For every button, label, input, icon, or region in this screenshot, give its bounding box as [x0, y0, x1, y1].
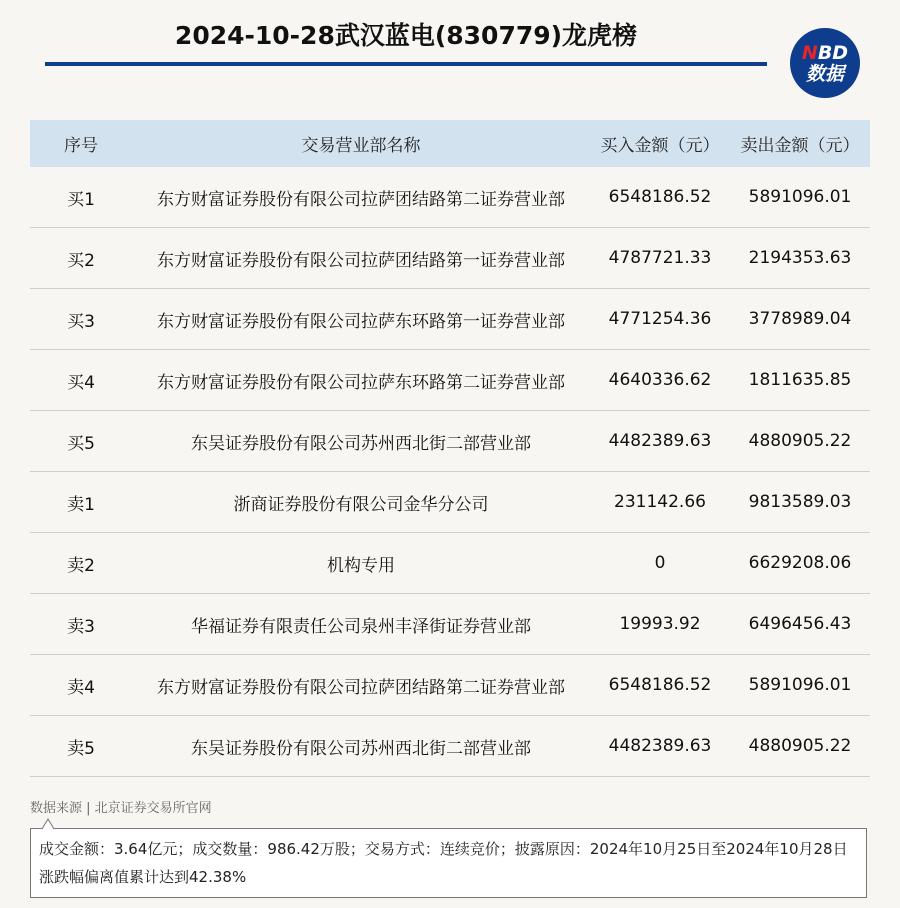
- column-header-branch-name: 交易营业部名称: [301, 136, 421, 156]
- row-branch-name: 华福证券有限责任公司泉州丰泽街证券营业部: [191, 616, 531, 637]
- row-buy-amount: 6548186.52: [608, 675, 712, 695]
- row-index: 卖3: [67, 616, 95, 637]
- row-branch-name: 东吴证券股份有限公司苏州西北街二部营业部: [191, 433, 531, 454]
- row-index: 卖1: [67, 494, 95, 515]
- row-sell-amount: 6629208.06: [748, 553, 852, 573]
- logo-letter-n: N: [801, 42, 818, 64]
- row-sell-amount: 3778989.04: [748, 309, 852, 329]
- row-branch-name: 东方财富证券股份有限公司拉萨东环路第二证券营业部: [157, 372, 565, 393]
- row-index: 卖4: [67, 677, 95, 698]
- row-index: 买5: [67, 433, 95, 454]
- row-branch-name: 东吴证券股份有限公司苏州西北街二部营业部: [191, 738, 531, 759]
- row-sell-amount: 9813589.03: [748, 492, 852, 512]
- table-row: [30, 228, 870, 289]
- row-index: 买2: [67, 250, 95, 271]
- row-index: 卖2: [67, 555, 95, 576]
- table-row: [30, 472, 870, 533]
- row-index: 买4: [67, 372, 95, 393]
- row-index: 卖5: [67, 738, 95, 759]
- row-buy-amount: 0: [654, 553, 666, 573]
- row-branch-name: 东方财富证券股份有限公司拉萨团结路第二证券营业部: [157, 677, 565, 698]
- logo-line-2: 数据: [805, 63, 844, 85]
- table-row: [30, 594, 870, 655]
- row-index: 买1: [67, 189, 95, 210]
- table-row: [30, 411, 870, 472]
- trade-summary-note: 成交金额：3.64亿元；成交数量：986.42万股；交易方式：连续竞价；披露原因：2024年10月25日至2024年10月28日涨跌幅偏离值累计达到42.38%: [30, 828, 867, 898]
- row-buy-amount: 231142.66: [614, 492, 706, 512]
- table-row: [30, 350, 870, 411]
- column-header-buy-amount: 买入金额（元）: [600, 136, 720, 156]
- row-buy-amount: 4482389.63: [608, 736, 712, 756]
- logo-letters-bd: BD: [817, 42, 849, 64]
- row-sell-amount: 1811635.85: [748, 370, 852, 390]
- row-buy-amount: 6548186.52: [608, 187, 712, 207]
- table-row: [30, 289, 870, 350]
- row-buy-amount: 4771254.36: [608, 309, 712, 329]
- row-branch-name: 东方财富证券股份有限公司拉萨团结路第二证券营业部: [157, 189, 565, 210]
- column-header-index: 序号: [64, 136, 98, 156]
- nbd-logo: [790, 28, 860, 98]
- row-buy-amount: 4482389.63: [608, 431, 712, 451]
- row-index: 买3: [67, 311, 95, 332]
- column-header-sell-amount: 卖出金额（元）: [740, 136, 860, 156]
- data-source: 数据来源 | 北京证券交易所官网: [30, 801, 212, 816]
- row-buy-amount: 4787721.33: [608, 248, 712, 268]
- dragon-tiger-table: [30, 120, 870, 777]
- title-underline: [45, 62, 767, 66]
- row-sell-amount: 4880905.22: [748, 431, 852, 451]
- table-row: [30, 716, 870, 777]
- row-branch-name: 浙商证券股份有限公司金华分公司: [233, 494, 489, 515]
- row-sell-amount: 2194353.63: [748, 248, 852, 268]
- page-title: 2024-10-28武汉蓝电(830779)龙虎榜: [174, 21, 638, 50]
- table-row: [30, 167, 870, 228]
- table-header: [30, 120, 870, 167]
- row-sell-amount: 6496456.43: [748, 614, 852, 634]
- row-branch-name: 机构专用: [327, 555, 395, 576]
- row-sell-amount: 4880905.22: [748, 736, 852, 756]
- row-buy-amount: 19993.92: [619, 614, 701, 634]
- row-sell-amount: 5891096.01: [748, 187, 852, 207]
- table-row: [30, 533, 870, 594]
- callout-pointer-icon: [42, 818, 54, 830]
- row-branch-name: 东方财富证券股份有限公司拉萨东环路第一证券营业部: [157, 311, 565, 332]
- row-sell-amount: 5891096.01: [748, 675, 852, 695]
- row-branch-name: 东方财富证券股份有限公司拉萨团结路第一证券营业部: [157, 250, 565, 271]
- logo-line-1: [802, 44, 848, 63]
- table-row: [30, 655, 870, 716]
- row-buy-amount: 4640336.62: [608, 370, 712, 390]
